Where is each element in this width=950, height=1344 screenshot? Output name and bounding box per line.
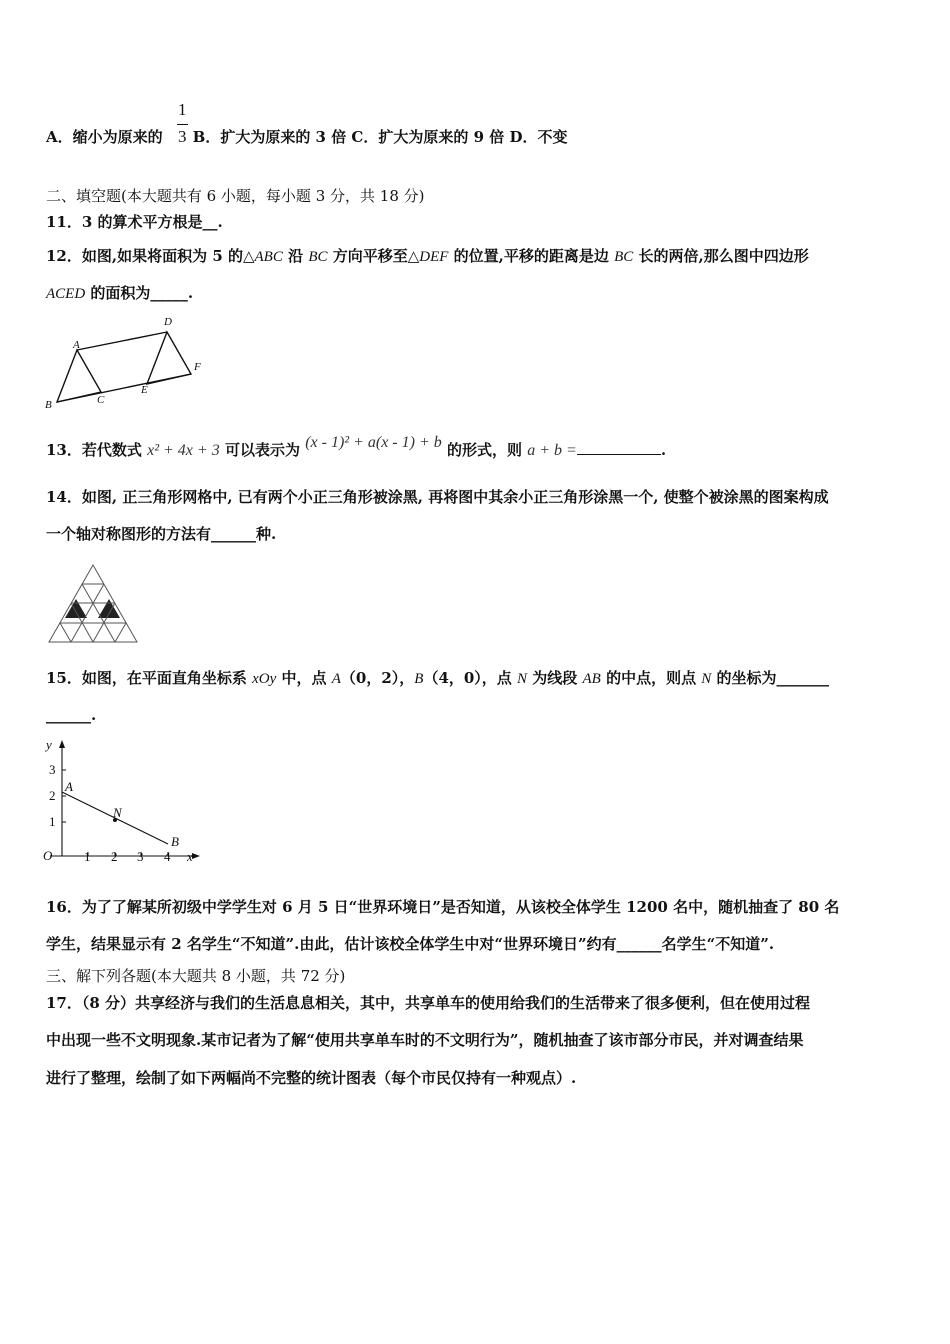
- x-tick-3: 3: [137, 849, 144, 864]
- y-tick-3: 3: [49, 762, 56, 777]
- label-B: B: [171, 834, 179, 849]
- origin-label: O: [43, 848, 53, 863]
- y-axis-label: y: [46, 737, 52, 752]
- question-11: 11．3 的算术平方根是__.: [46, 213, 223, 231]
- question-16-line2: 学生，结果显示有 2 名学生“不知道”.由此，估计该校全体学生中对“世界环境日”约有______名学生“不知道”.: [46, 935, 775, 953]
- translation-figure: [40, 312, 210, 412]
- options-b-c-d: B．扩大为原来的 3 倍 C．扩大为原来的 9 倍 D．不变: [192, 128, 568, 146]
- fraction-bar: [177, 124, 188, 125]
- expression-1: x² + 4x + 3: [147, 442, 220, 459]
- question-16-line1: 16．为了了解某所初级中学学生对 6 月 5 日“世界环境日”是否知道，从该校全体学生 1200 名中，随机抽查了 80 名: [46, 898, 840, 916]
- question-17-line3: 进行了整理，绘制了如下两幅尚不完整的统计图表（每个市民仅持有一种观点）.: [46, 1069, 577, 1087]
- expression-3: a + b =: [527, 442, 577, 459]
- x-axis-arrow: [192, 853, 200, 859]
- fraction-numerator: 1: [178, 100, 187, 119]
- section-2-title: 二、填空题(本大题共有 6 小题，每小题 3 分，共 18 分): [46, 187, 425, 205]
- expression-2: (x - 1)² + a(x - 1) + b: [305, 434, 442, 451]
- label-E: E: [141, 384, 148, 396]
- question-13: 13．若代数式 x² + 4x + 3 可以表示为 (x - 1)² + a(x - 1) + b 的形式，则 a + b = .: [46, 434, 667, 459]
- question-15-line2: ______.: [46, 706, 97, 724]
- question-12-line1: 12．如图,如果将面积为 5 的△ABC 沿 BC 方向平移至△DEF 的位置,平移的距离是边 BC 长的两倍,那么图中四边形: [46, 247, 809, 265]
- question-14-line1: 14．如图, 正三角形网格中, 已有两个小正三角形被涂黑, 再将图中其余小正三角形涂黑一个, 使整个被涂黑的图案构成: [46, 488, 829, 506]
- answer-blank: [577, 440, 661, 455]
- shaded-triangle-right: [98, 599, 120, 618]
- x-tick-2: 2: [111, 849, 118, 864]
- label-B: B: [45, 399, 52, 411]
- coordinate-figure: [40, 734, 210, 870]
- question-14-line2: 一个轴对称图形的方法有______种.: [46, 525, 277, 543]
- x-tick-4: 4: [164, 849, 171, 864]
- section-3-title: 三、解下列各题(本大题共 8 小题，共 72 分): [46, 967, 346, 985]
- question-17-line2: 中出现一些不文明现象.某市记者为了解“使用共享单车时的不文明行为”，随机抽查了该市部分市民，并对调查结果: [46, 1031, 804, 1049]
- label-F: F: [194, 361, 201, 373]
- question-17-line1: 17．（8 分）共享经济与我们的生活息息相关，其中，共享单车的使用给我们的生活带来了很多便利，但在使用过程: [46, 994, 811, 1012]
- fraction-denominator: 3: [178, 127, 187, 146]
- y-tick-2: 2: [49, 788, 56, 803]
- label-A: A: [65, 779, 73, 794]
- label-C: C: [97, 394, 105, 406]
- option-a: A．缩小为原来的: [46, 128, 163, 146]
- label-D: D: [164, 316, 172, 328]
- label-A: A: [73, 339, 80, 351]
- y-tick-1: 1: [49, 814, 56, 829]
- q10-options: [46, 127, 567, 147]
- label-N: N: [113, 805, 122, 820]
- y-axis-arrow: [59, 740, 65, 748]
- question-12-line2: ACED 的面积为_____.: [46, 284, 194, 302]
- x-axis-label: x: [187, 849, 193, 864]
- x-tick-1: 1: [84, 849, 91, 864]
- triangle-grid-figure: [46, 562, 142, 646]
- question-15-line1: 15．如图，在平面直角坐标系 xOy 中，点 A（0，2），B（4，0），点 N 为线段 AB 的中点，则点 N 的坐标为_______: [46, 669, 830, 687]
